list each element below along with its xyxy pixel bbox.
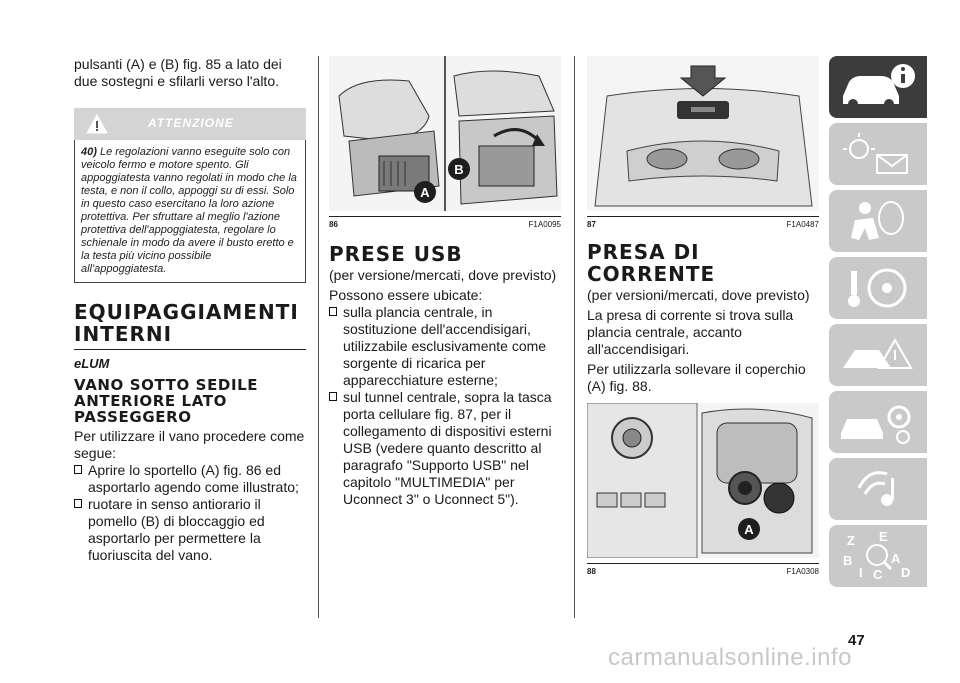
svg-text:B: B: [843, 553, 853, 568]
list-item: [329, 304, 561, 389]
column-divider: [318, 56, 319, 618]
list-item-text: ruotare in senso antiorario il pomello (B) di bloccaggio ed asportarlo per permettere la fuoriuscita del vano.: [88, 496, 265, 563]
checkbox-bullet-icon: [329, 392, 337, 401]
usb-line2: Possono essere ubicate:: [329, 287, 483, 303]
watermark: carmanualsonline.info: [608, 644, 852, 671]
figure-label-a: A: [744, 522, 754, 537]
warning-title: ATTENZIONE: [148, 116, 234, 130]
tab-index[interactable]: [829, 525, 927, 587]
tab-warning-lights[interactable]: [829, 123, 927, 185]
index-letters-icon: [829, 525, 927, 587]
socket-line1: (per versioni/mercati, dove previsto): [587, 287, 810, 303]
section-title: EQUIPAGGIAMENTI INTERNI: [74, 300, 299, 346]
warning-header: [74, 108, 306, 140]
tab-maintenance[interactable]: [829, 391, 927, 453]
figure-code: F1A0308: [786, 567, 819, 576]
svg-text:A: A: [891, 551, 901, 566]
warning-text: Le regolazioni vanno eseguite solo con veicolo fermo e motore spento. Gli appoggiatesta vanno regolati in modo che la testa, e non il collo, appoggi su di essi. Solo in questo caso esercitano la loro azione protettiva. Per sfruttare al meglio l'azione protettiva dell'appoggiatesta, regolare lo schienale in modo da avere il busto eretto e la testa più vicino possibile all'appoggiatesta.: [81, 146, 297, 275]
intro-text: pulsanti (A) e (B) fig. 85 a lato dei due sostegni e sfilarli verso l'alto.: [74, 56, 282, 89]
usb-title: PRESE USB: [329, 242, 463, 266]
warning-lights-icon: [829, 123, 927, 185]
tab-starting-driving[interactable]: [829, 257, 927, 319]
socket-title: PRESA DI CORRENTE: [587, 240, 716, 286]
section-header: [74, 301, 306, 350]
svg-text:D: D: [901, 565, 911, 580]
column-right: [587, 56, 819, 576]
warning-body: [74, 140, 306, 283]
elum-icon: eLUM: [74, 356, 110, 371]
car-info-icon: [829, 56, 927, 118]
tab-multimedia[interactable]: [829, 458, 927, 520]
figure-number: 88: [587, 567, 596, 576]
subsection-title: VANO SOTTO SEDILE ANTERIORE LATO PASSEGGERO: [74, 376, 259, 426]
socket-para2: Per utilizzarla sollevare il coperchio (A) fig. 88.: [587, 361, 806, 394]
list-item: [329, 389, 561, 508]
usb-line1: (per versione/mercati, dove previsto): [329, 267, 557, 283]
column-divider: [574, 56, 575, 618]
page-number: 47: [848, 632, 865, 649]
multimedia-icon: [829, 458, 927, 520]
warning-number: 40): [81, 146, 97, 158]
checkbox-bullet-icon: [74, 499, 82, 508]
list-item: [74, 496, 306, 564]
list-item-text: sulla plancia centrale, in sostituzione dell'accendisigari, utilizzabile esclusivamente come sorgente di ricarica per apparecchiature esterne;: [343, 304, 547, 388]
figure-caption: [329, 217, 561, 229]
seat-compartment-illustration: [329, 56, 561, 211]
column-middle: [329, 56, 561, 508]
usb-tunnel-illustration: [587, 56, 819, 211]
figure-code: F1A0095: [528, 220, 561, 229]
svg-text:Z: Z: [847, 533, 855, 548]
figure-87: [587, 56, 819, 217]
column-left: [74, 56, 306, 564]
figure-88: [587, 403, 819, 564]
car-maintenance-icon: [829, 391, 927, 453]
figure-code: F1A0487: [786, 220, 819, 229]
power-socket-illustration: [587, 403, 819, 558]
figure-label-b: B: [454, 162, 464, 177]
airbag-safety-icon: [829, 190, 927, 252]
checkbox-bullet-icon: [74, 465, 82, 474]
figure-number: 87: [587, 220, 596, 229]
figure-label-a: A: [420, 185, 430, 200]
svg-text:C: C: [873, 567, 883, 582]
tab-car-info[interactable]: [829, 56, 927, 118]
warning-triangle-icon: [86, 114, 108, 134]
figure-number: 86: [329, 220, 338, 229]
svg-text:I: I: [859, 565, 863, 580]
warning-box: [74, 108, 306, 283]
figure-caption: [587, 217, 819, 229]
steering-key-icon: [829, 257, 927, 319]
tab-safety[interactable]: [829, 190, 927, 252]
figure-caption: [587, 564, 819, 576]
road-emergency-icon: [829, 324, 927, 386]
list-item: [74, 462, 306, 496]
svg-text:E: E: [879, 529, 888, 544]
list-item-text: sul tunnel centrale, sopra la tasca porta cellulare fig. 87, per il collegamento di dispositivi esterni USB (vedere quanto descritto al paragrafo "Supporto USB" nel capitolo "MULTIMEDIA" per Uconnect 3" o Uconnect 5").: [343, 389, 552, 507]
tab-emergency[interactable]: [829, 324, 927, 386]
socket-para1: La presa di corrente si trova sulla plancia centrale, accanto all'accendisigari.: [587, 307, 794, 357]
checkbox-bullet-icon: [329, 307, 337, 316]
list-item-text: Aprire lo sportello (A) fig. 86 ed asportarlo agendo come illustrato;: [88, 462, 299, 495]
figure-86: [329, 56, 561, 217]
subsection-text: Per utilizzare il vano procedere come segue:: [74, 428, 305, 461]
chapter-sidebar: [829, 56, 927, 592]
